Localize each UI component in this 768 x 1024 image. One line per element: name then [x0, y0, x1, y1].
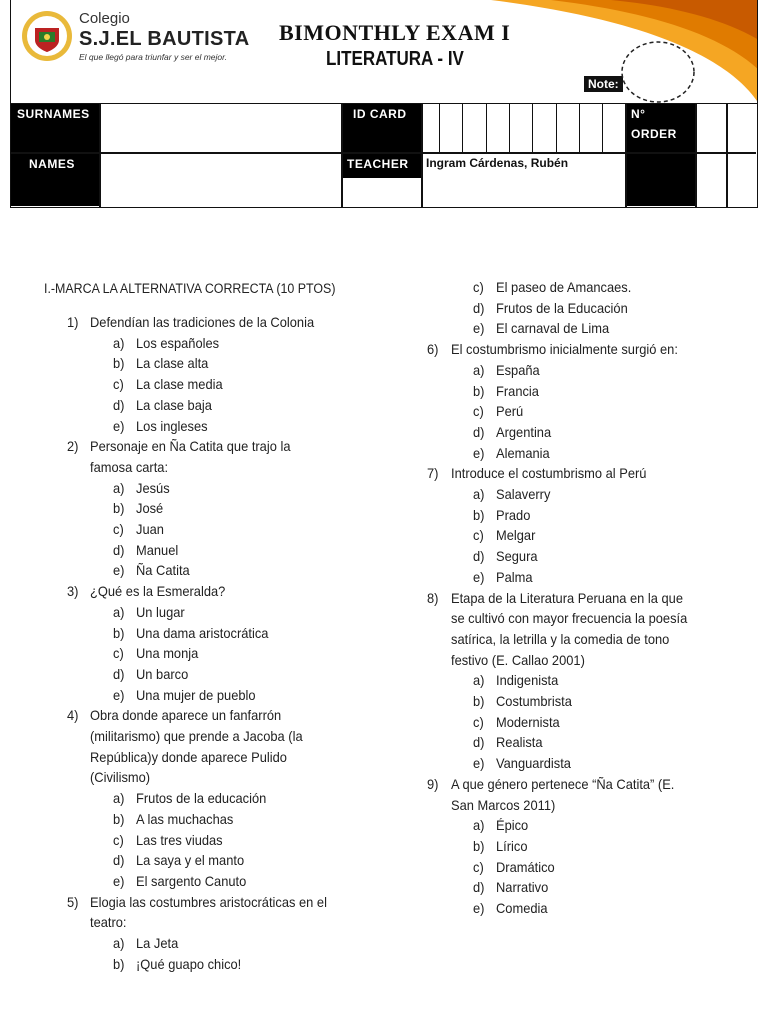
option-letter[interactable]: b) [113, 955, 125, 972]
option-letter[interactable]: a) [113, 790, 125, 807]
option-text[interactable]: Épico [496, 817, 529, 834]
option-text[interactable]: Frutos de la Educación [496, 299, 628, 316]
option-text[interactable]: Argentina [496, 423, 552, 440]
option-letter[interactable]: b) [113, 624, 125, 641]
order-label [625, 104, 695, 152]
option-text[interactable]: Los españoles [136, 334, 220, 351]
surnames-field[interactable] [99, 104, 341, 152]
option-letter[interactable]: e) [473, 444, 485, 461]
question-text: Personaje en Ña Catita que trajo la [90, 438, 291, 455]
order-dark-cell [625, 154, 695, 206]
option-text[interactable]: Juan [136, 521, 164, 537]
question-text: festivo (E. Callao 2001) [451, 651, 585, 668]
question-text: ¿Qué es la Esmeralda? [90, 583, 226, 600]
option-text[interactable]: La clase media [136, 376, 223, 393]
option-text[interactable]: Manuel [136, 541, 179, 558]
option-letter[interactable]: e) [113, 562, 125, 579]
option-text[interactable]: Lírico [496, 837, 528, 854]
order-label-top: N° [631, 107, 646, 121]
question-text: Elogia las costumbres aristocráticas en el [90, 893, 327, 910]
question-number: 5) [67, 893, 79, 910]
option-text[interactable]: Costumbrista [496, 693, 572, 709]
option-text[interactable]: España [496, 361, 540, 378]
option-text[interactable]: Una monja [136, 645, 199, 662]
option-text[interactable]: Ña Catita [136, 562, 190, 579]
id-card-field[interactable] [422, 104, 625, 152]
option-text[interactable]: Una dama aristocrática [136, 624, 269, 641]
option-letter[interactable]: a) [113, 334, 125, 351]
question-number: 7) [427, 465, 439, 482]
option-text[interactable]: Indigenista [496, 672, 559, 689]
option-text[interactable]: Las tres viudas [136, 831, 223, 848]
question-text: Obra donde aparece un fanfarrón [90, 707, 282, 724]
question-number: 1) [67, 314, 79, 330]
college-name: S.J.EL BAUTISTA [79, 28, 250, 50]
question-text: satírica, la letrilla y la comedia de tono [451, 630, 670, 647]
option-letter[interactable]: d) [473, 879, 485, 896]
option-text[interactable]: La saya y el manto [136, 852, 245, 869]
option-text[interactable]: Una mujer de pueblo [136, 686, 256, 703]
question-text: teatro: [90, 914, 127, 931]
question-text: (Civilismo) [90, 769, 151, 786]
option-text[interactable]: Un lugar [136, 603, 185, 620]
option-letter[interactable]: b) [113, 500, 125, 517]
note-label: Note: [584, 76, 623, 92]
option-letter[interactable]: c) [113, 645, 124, 662]
question-text: Defendían las tradiciones de la Colonia [90, 314, 315, 330]
option-letter[interactable]: c) [113, 831, 124, 848]
option-text[interactable]: Palma [496, 568, 533, 585]
option-letter[interactable]: c) [473, 403, 484, 420]
option-text[interactable]: El carnaval de Lima [496, 320, 610, 337]
option-letter[interactable]: b) [113, 355, 125, 372]
option-text[interactable]: Salaverry [496, 486, 551, 502]
question-number: 2) [67, 438, 79, 455]
order-label-bottom: ORDER [631, 127, 677, 141]
option-letter[interactable]: c) [113, 376, 124, 393]
question-text: San Marcos 2011) [451, 796, 556, 813]
option-letter[interactable]: e) [473, 320, 485, 337]
option-letter[interactable]: d) [113, 852, 125, 869]
option-letter[interactable]: c) [473, 858, 484, 875]
question-text: República)y donde aparece Pulido [90, 748, 287, 765]
question-number: 8) [427, 589, 439, 606]
option-letter[interactable]: e) [473, 568, 485, 585]
option-text[interactable]: José [136, 500, 164, 517]
student-info-table [10, 104, 758, 208]
option-letter[interactable]: e) [473, 755, 485, 772]
question-number: 9) [427, 775, 439, 792]
option-text[interactable]: Dramático [496, 858, 555, 875]
option-text[interactable]: El paseo de Amancaes. [496, 279, 632, 295]
section-title: I.-MARCA LA ALTERNATIVA CORRECTA (10 PTOS) [44, 281, 336, 296]
option-letter[interactable]: a) [473, 486, 485, 502]
college-motto: El que llegó para triunfar y ser el mejor. [79, 52, 228, 62]
exam-subject: LITERATURA - IV [326, 48, 464, 70]
question-number: 4) [67, 707, 79, 724]
option-text[interactable]: La Jeta [136, 935, 179, 951]
teacher-name: Ingram Cárdenas, Rubén [426, 156, 569, 170]
option-text[interactable]: Modernista [496, 713, 560, 730]
option-text[interactable]: Prado [496, 506, 531, 523]
option-text[interactable]: Jesús [136, 479, 170, 496]
option-text[interactable]: Narrativo [496, 879, 549, 896]
option-text[interactable]: Frutos de la educación [136, 790, 267, 807]
id-card-label: ID CARD [341, 104, 421, 152]
option-letter[interactable]: d) [113, 665, 125, 682]
option-letter[interactable]: b) [473, 837, 485, 854]
option-text[interactable]: ¡Qué guapo chico! [136, 955, 242, 972]
option-text[interactable]: Vanguardista [496, 755, 571, 772]
option-text[interactable]: La clase alta [136, 355, 209, 372]
teacher-label: TEACHER [341, 154, 421, 178]
school-logo-icon [21, 10, 73, 62]
question-text: A que género pertenece “Ña Catita” (E. [451, 775, 675, 792]
option-letter[interactable]: c) [473, 279, 484, 295]
exam-title: BIMONTHLY EXAM I [279, 20, 511, 45]
exam-header [10, 0, 758, 104]
option-text[interactable]: Perú [496, 403, 524, 420]
option-letter[interactable]: c) [473, 527, 484, 544]
question-text: (militarismo) que prende a Jacoba (la [90, 728, 303, 744]
grade-circle[interactable] [617, 38, 699, 104]
option-letter[interactable]: b) [473, 693, 485, 709]
option-text[interactable]: El sargento Canuto [136, 872, 247, 889]
option-text[interactable]: Melgar [496, 527, 536, 544]
college-label: Colegio [79, 10, 130, 27]
question-number: 6) [427, 341, 439, 358]
surnames-label: SURNAMES [11, 104, 99, 152]
option-letter[interactable]: c) [473, 713, 484, 730]
option-letter[interactable]: a) [113, 479, 125, 496]
option-letter[interactable]: e) [113, 872, 125, 889]
option-letter[interactable]: a) [113, 935, 125, 951]
option-letter[interactable]: d) [473, 423, 485, 440]
option-text[interactable]: A las muchachas [136, 810, 234, 827]
option-text[interactable]: Realista [496, 734, 543, 751]
option-letter[interactable]: c) [113, 521, 124, 537]
question-text: Introduce el costumbrismo al Perú [451, 465, 647, 482]
option-letter[interactable]: e) [473, 900, 485, 916]
option-letter[interactable]: a) [473, 672, 485, 689]
option-letter[interactable]: b) [473, 382, 485, 399]
names-field[interactable] [99, 154, 341, 206]
option-letter[interactable]: b) [473, 506, 485, 523]
option-text[interactable]: Alemania [496, 444, 550, 461]
question-text: famosa carta: [90, 458, 169, 475]
option-letter[interactable]: a) [473, 361, 485, 378]
option-letter[interactable]: d) [113, 541, 125, 558]
order-number-field[interactable] [696, 104, 757, 206]
option-letter[interactable]: d) [473, 299, 485, 316]
question-number: 3) [67, 583, 79, 600]
option-letter[interactable]: e) [113, 417, 125, 434]
option-letter[interactable]: a) [473, 817, 485, 834]
option-letter[interactable]: a) [113, 603, 125, 620]
question-text: Etapa de la Literatura Peruana en la que [451, 589, 684, 606]
option-text[interactable]: Francia [496, 382, 539, 399]
option-letter[interactable]: d) [113, 396, 125, 413]
option-letter[interactable]: d) [473, 548, 485, 565]
option-letter[interactable]: d) [473, 734, 485, 751]
option-text[interactable]: Los ingleses [136, 417, 208, 434]
option-text[interactable]: Un barco [136, 665, 189, 682]
option-letter[interactable]: b) [113, 810, 125, 827]
option-letter[interactable]: e) [113, 686, 125, 703]
option-text[interactable]: La clase baja [136, 396, 212, 413]
names-label: NAMES [11, 154, 99, 206]
question-text: se cultivó con mayor frecuencia la poesía [451, 610, 688, 627]
question-text: El costumbrismo inicialmente surgió en: [451, 341, 678, 358]
option-text[interactable]: Comedia [496, 900, 548, 916]
option-text[interactable]: Segura [496, 548, 538, 565]
